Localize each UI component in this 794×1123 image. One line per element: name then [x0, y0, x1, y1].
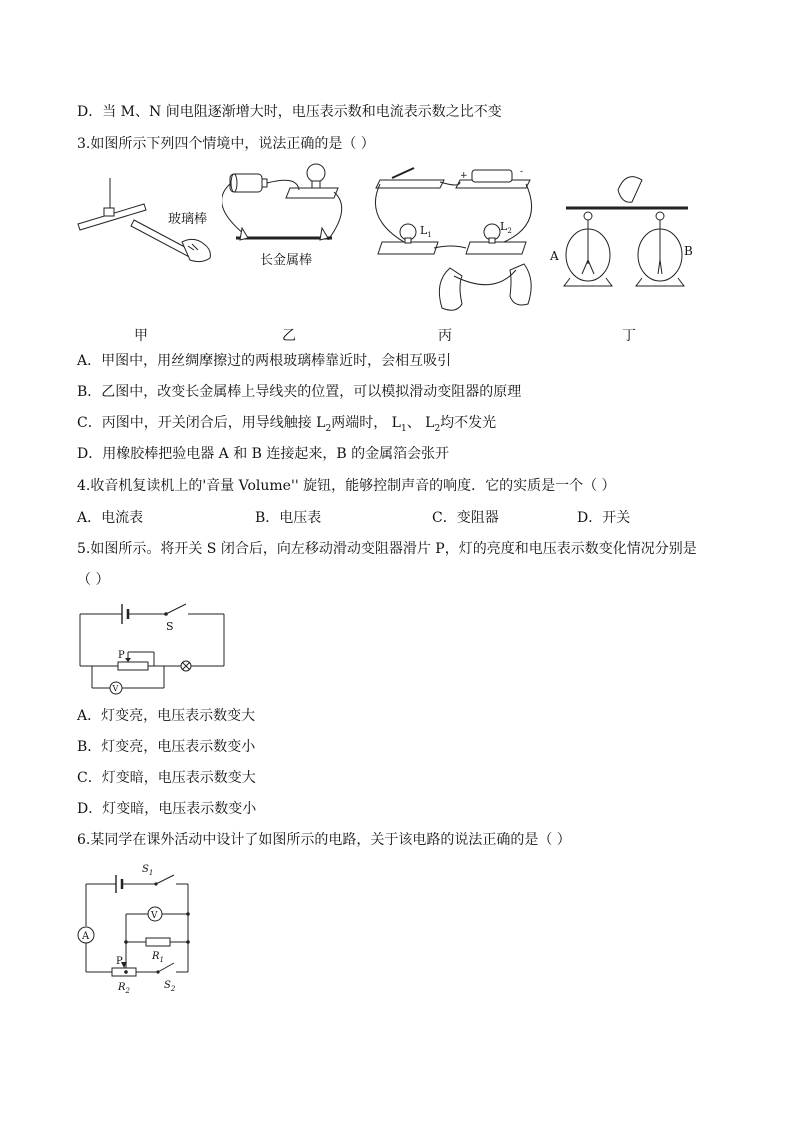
- q3-figure-bing: [374, 160, 554, 320]
- electroscope-A-label: A: [550, 249, 559, 263]
- long-metal-rod-label: 长金属棒: [260, 253, 313, 268]
- q6-S1-label: $S_1$: [142, 864, 154, 877]
- q4-option-a: A．电流表: [77, 510, 144, 526]
- L2-label: $L_2$: [500, 220, 512, 235]
- caption-jia: 甲: [134, 328, 148, 344]
- caption-yi: 乙: [282, 328, 296, 344]
- q5-S-label: S: [166, 620, 174, 633]
- q5-stem-cont: （ ）: [77, 572, 110, 588]
- q6-circuit-diagram: [74, 858, 204, 998]
- q2-option-d: D．当 M、N 间电阻逐渐增大时，电压表示数和电流表示数之比不变: [77, 104, 502, 120]
- q6-voltmeter-label: V: [151, 911, 158, 921]
- q3-option-b: B．乙图中，改变长金属棒上导线夹的位置，可以模拟滑动变阻器的原理: [77, 384, 522, 400]
- svg-text:-: -: [520, 167, 524, 177]
- q4-stem: 4.收音机复读机上的'音量 Volume'' 旋钮，能够控制声音的响度．它的实质是一个（ ）: [77, 478, 616, 494]
- q6-P-label: P: [116, 956, 123, 967]
- q3-stem: 3.如图所示下列四个情境中，说法正确的是（ ）: [77, 136, 375, 152]
- q3-option-a: A．甲图中，用丝绸摩擦过的两根玻璃棒靠近时，会相互吸引: [77, 353, 452, 369]
- q3-figure-yi: [222, 160, 352, 275]
- q5-stem: 5.如图所示。将开关 S 闭合后，向左移动滑动变阻器滑片 P，灯的亮度和电压表示数变化情况分别是: [77, 541, 697, 557]
- glass-rod-label: 玻璃棒: [168, 212, 208, 227]
- caption-ding: 丁: [622, 328, 636, 344]
- q5-option-c: C．灯变暗，电压表示数变大: [77, 770, 256, 786]
- q6-ammeter-label: A: [82, 931, 90, 942]
- q5-P-label: P: [118, 650, 125, 661]
- q6-R2-label: $R_2$: [118, 982, 130, 995]
- q3-option-d: D．用橡胶棒把验电器 A 和 B 连接起来，B 的金属箔会张开: [77, 446, 450, 462]
- caption-bing: 丙: [438, 328, 452, 344]
- q5-voltmeter-label: V: [112, 684, 119, 693]
- q3-figure-jia: [74, 160, 224, 270]
- electroscope-B-label: B: [684, 244, 693, 258]
- q6-stem: 6.某同学在课外活动中设计了如图所示的电路，关于该电路的说法正确的是（ ）: [77, 832, 571, 848]
- q6-R1-label: $R_1$: [152, 951, 164, 964]
- q3-figure-ding: [548, 160, 708, 290]
- q3-option-c: C．丙图中，开关闭合后，用导线触接 $L_2$两端时， $L_1$、 $L_2$均不发光: [77, 415, 497, 434]
- L1-label: $L_1$: [420, 224, 432, 239]
- q6-S2-label: $S_2$: [164, 980, 176, 993]
- q5-circuit-diagram: [74, 598, 234, 698]
- q4-option-b: B．电压表: [255, 510, 322, 526]
- q4-option-d: D．开关: [577, 510, 631, 526]
- svg-text:+: +: [460, 171, 468, 181]
- q5-option-d: D．灯变暗，电压表示数变小: [77, 801, 257, 817]
- q5-option-a: A．灯变亮，电压表示数变大: [77, 708, 256, 724]
- q5-option-b: B．灯变亮，电压表示数变小: [77, 739, 256, 755]
- q4-option-c: C．变阻器: [432, 510, 499, 526]
